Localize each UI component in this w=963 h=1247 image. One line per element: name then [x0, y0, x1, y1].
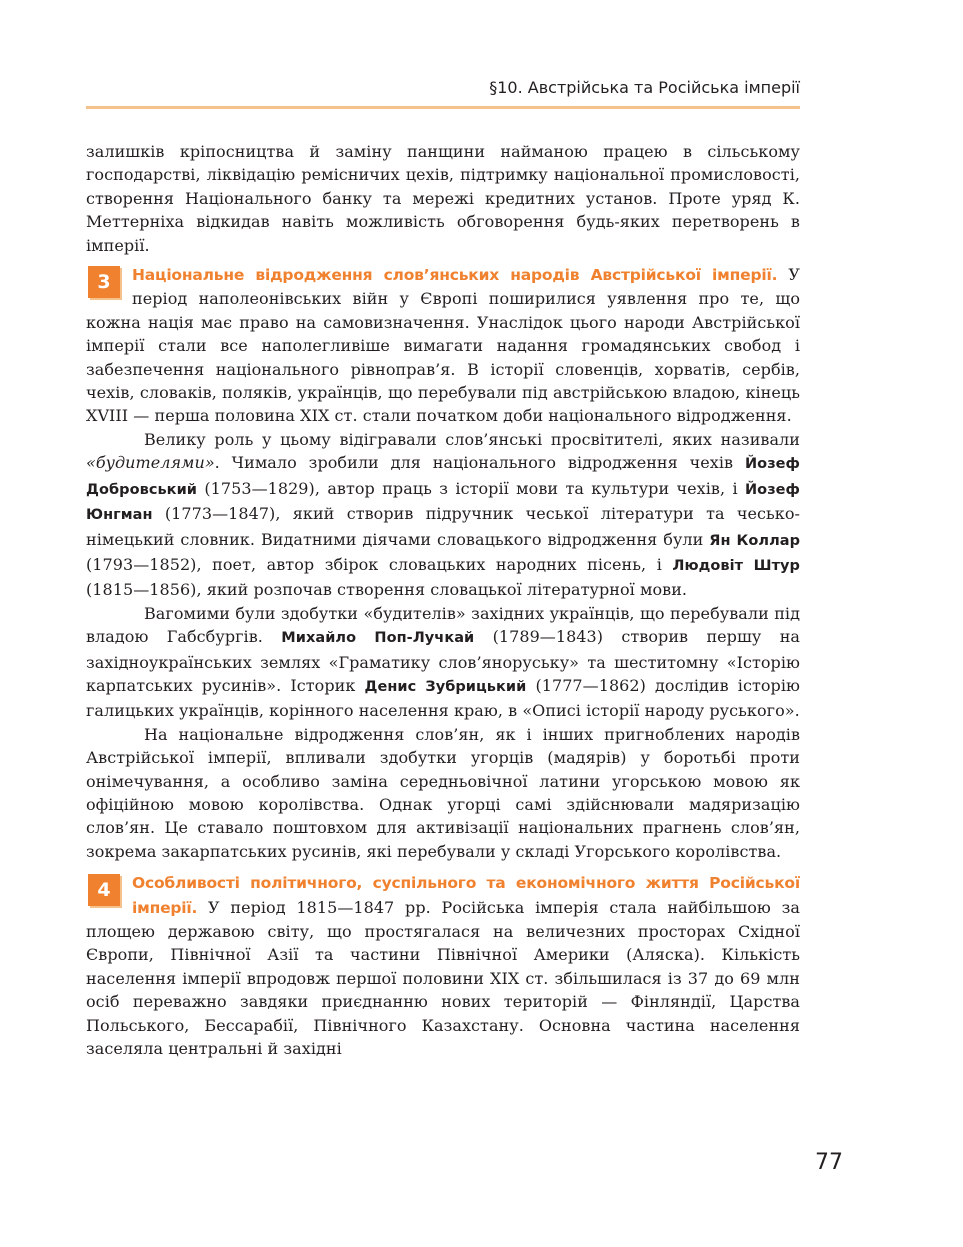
section-3-intro-text: У період наполеонівських війн у Європі поширилися уявлення про те, що кожна нація має право на самовизначення. Унаслідок цього народи Австрійської імперії стали все наполегливіше вимагати надання громадянських свобод і забезпечення національного рівноправ’я. В історії словенців, хорватів, сербів, чехів, словаків, поляків, українців, що перебували під австрійською владою, кінець XVIII — перша половина XIX ст. стали початком доби національного відродження. — [86, 265, 801, 426]
paragraph-western-ukrainians — [86, 602, 800, 723]
paragraph-hungarians: На національне відродження слов’ян, як і інших пригноблених народів Австрійської імперії, впливали здобутки угорців (мадярів) у боротьбі проти онімечування, а особливо заміна середньовічної латини угорською мовою як офіційною мовою королівства. Однак угорці самі здійснювали мадяризацію слов’ян. Це ставало поштовхом для активізації національних прагнень слов’ян, зокрема закарпатських русинів, які перебували у складі Угорського королівства. — [86, 724, 800, 861]
text-run: (1777—1862) дослідив історію галицьких українців, корінного населення краю, в «Описі історії народу руського». — [86, 675, 800, 721]
paragraph-budyteli — [86, 428, 800, 602]
section-4-intro — [86, 871, 800, 1060]
section-4 — [86, 871, 800, 1060]
person-name: Йозеф Добровський — [86, 456, 800, 498]
text-run: Вагомими були здобутки «будителів» західних українців, що перебували під владою Габсбургів. — [86, 603, 800, 647]
section-number-badge: 4 — [88, 874, 120, 906]
running-header: §10. Австрійська та Російська імперії — [489, 78, 800, 97]
person-name: Ян Коллар — [709, 532, 801, 549]
text-run: (1753—1829), автор праць з історії мови та культури чехів, і — [197, 478, 745, 498]
section-4-title: Особливості політичного, суспільного та економічного життя Російської імперії. — [132, 874, 800, 917]
paragraph-continuation: залишків кріпосництва й заміну панщини найманою працею в сільському господарстві, ліквідацію ремісничих цехів, підтримку національної промисловості, створення Національного банку та мережі кредитних установ. Проте уряд К. Меттерніха відкидав навіть можливість обговорення будь-яких перетворень в імперії. — [86, 142, 800, 255]
section-4-intro-text: У період 1815—1847 рр. Російська імперія стала найбільшою за площею державою світу, що простягалася на величезних просторах Східної Європи, Північної Азії та частини Північної Америки (Аляска). Кількість населення імперії впродовж першої половини XIX ст. збільшилася із 37 до 69 млн осіб переважно завдяки приєднанню нових територій — Фінляндії, Царства Польського, Бессарабії, Північного Казахстану. Основна частина населення заселяла центральні й західні — [86, 897, 800, 1059]
person-name: Людовіт Штур — [672, 557, 800, 574]
person-name: Йозеф Юнгман — [86, 481, 800, 524]
emphasis-term: «будителями» — [86, 453, 215, 473]
person-name: Михайло Поп-Лучкай — [281, 630, 475, 647]
section-3-intro — [86, 263, 800, 428]
page-number: 77 — [815, 1150, 843, 1175]
header-rule — [86, 106, 800, 109]
text-run: (1773—1847), який створив підручник чеської літератури та чесько-німецький словник. Видатними діячами словацького відродження були — [86, 504, 800, 549]
section-3 — [86, 263, 800, 428]
section-3-title: Національне відродження слов’янських народів Австрійської імперії. — [132, 266, 778, 285]
text-run: Велику роль у цьому відігравали слов’янські просвітителі, яких називали — [144, 429, 800, 449]
text-run: . Чимало зробили для національного відродження чехів — [214, 453, 745, 473]
text-run: (1789—1843) створив першу на західноукраїнських землях «Граматику слов’яноруську» та шеститомну «Історію карпатських русинів». Історик — [86, 627, 800, 695]
person-name: Денис Зубрицький — [364, 678, 527, 695]
text-run: (1793—1852), поет, автор збірок словацьких народних пісень, і — [86, 554, 673, 574]
text-run: (1815—1856), який розпочав створення словацької літературної мови. — [86, 580, 688, 600]
section-number-badge: 3 — [88, 266, 120, 298]
page-content — [86, 140, 800, 1060]
